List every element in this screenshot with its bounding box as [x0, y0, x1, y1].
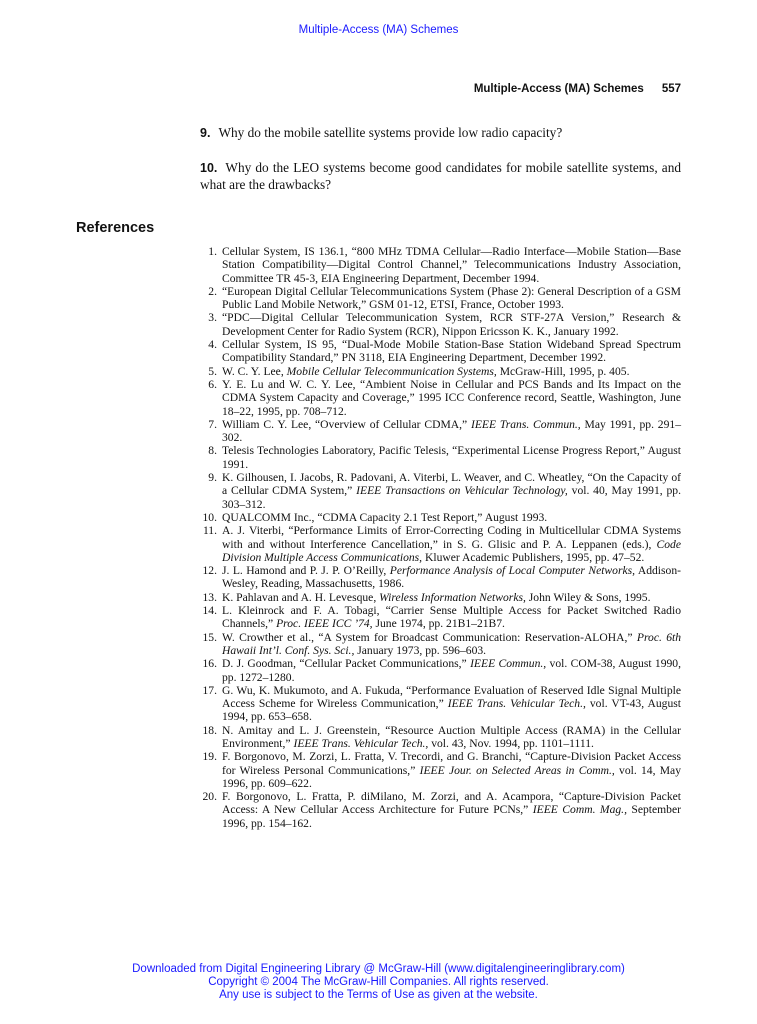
reference-number: 4. — [208, 338, 217, 352]
reference-list — [196, 245, 681, 830]
reference-text: Kluwer Academic Publishers, 1995, pp. 47–52. — [422, 550, 645, 564]
reference-number: 2. — [208, 284, 217, 298]
reference-number: 17. — [202, 683, 217, 697]
reference-item — [196, 365, 681, 378]
reference-text: June 1974, pp. 21B1–21B7. — [372, 617, 505, 631]
reference-title-italic: Proc. IEEE ICC ’74, — [276, 617, 373, 631]
reference-item — [196, 684, 681, 724]
reference-text: Cellular System, IS 136.1, “800 MHz TDMA Cellular—Radio Interface—Mobile Station—Base Station Compatibility—Digital Control Channel,” Telecommunications Industry Association, Committee TR 45-3, EIA Engineering Department, December 1994. — [222, 245, 681, 285]
reference-title-italic: IEEE Trans. Vehicular Tech., — [293, 736, 429, 750]
reference-text: Cellular System, IS 95, “Dual-Mode Mobile Station-Base Station Wideband Spread Spectrum Compatibility Standard,” PN 3118, EIA Engineering Department, December 1992. — [222, 338, 681, 365]
reference-title-italic: Code Division Multiple Access Communications, — [222, 537, 681, 564]
reference-text: K. Pahlavan and A. H. Levesque, — [222, 590, 380, 604]
reference-text: L. Kleinrock and F. A. Tobagi, “Carrier Sense Multiple Access for Packet Switched Radio Channels,” — [222, 604, 681, 631]
footer-terms[interactable]: Any use is subject to the Terms of Use as given at the website. — [219, 989, 538, 1001]
reference-text: “European Digital Cellular Telecommunications System (Phase 2): General Description of a GSM Public Land Mobile Network,” GSM 01-12, ETSI, France, October 1993. — [222, 284, 681, 312]
reference-title-italic: IEEE Trans. Commun., — [470, 417, 581, 431]
reference-number: 19. — [202, 750, 217, 764]
reference-item — [196, 338, 681, 365]
reference-item — [196, 657, 681, 684]
reference-item — [196, 418, 681, 445]
reference-number: 20. — [202, 790, 217, 804]
chapter-link[interactable]: Multiple-Access (MA) Schemes — [298, 24, 459, 36]
reference-item — [196, 631, 681, 658]
reference-title-italic: Performance Analysis of Local Computer Networks, — [389, 564, 636, 578]
reference-item — [196, 471, 681, 511]
reference-number: 6. — [208, 377, 217, 391]
reference-text: vol. 14, May 1996, pp. 609–622. — [222, 763, 682, 790]
reference-number: 14. — [202, 604, 217, 618]
reference-text: January 1973, pp. 596–603. — [354, 643, 487, 657]
reference-item — [196, 311, 681, 338]
reference-number: 18. — [202, 723, 217, 737]
reference-text: September 1996, pp. 154–162. — [222, 803, 681, 830]
reference-item — [196, 591, 681, 604]
reference-number: 10. — [202, 510, 217, 524]
reference-title-italic: Proc. 6th Hawaii Int’l. Conf. Sys. Sci., — [222, 630, 682, 657]
reference-text: vol. VT-43, August 1994, pp. 653–658. — [222, 697, 681, 724]
reference-title-italic: IEEE Transactions on Vehicular Technology, — [356, 484, 568, 498]
reference-item — [196, 378, 681, 418]
reference-number: 9. — [208, 471, 217, 485]
reference-text: “PDC—Digital Cellular Telecommunication System, RCR STF-27A Version,” Research & Development Center for Radio System (RCR), Nippon Ericsson K. K., January 1992. — [222, 311, 681, 338]
reference-item — [196, 724, 681, 751]
reference-text: Telesis Technologies Laboratory, Pacific Telesis, “Experimental License Progress Report,” August 1991. — [222, 444, 681, 471]
reference-title-italic: Mobile Cellular Telecommunication Systems, — [286, 364, 497, 378]
footer-copyright: Copyright © 2004 The McGraw-Hill Companies. All rights reserved. — [208, 976, 549, 988]
reference-title-italic: Wireless Information Networks, — [379, 590, 526, 604]
reference-title-italic: IEEE Jour. on Selected Areas in Comm., — [419, 763, 615, 777]
reference-text: N. Amitay and L. J. Greenstein, “Resource Auction Multiple Access (RAMA) in the Cellular Environment,” — [222, 723, 681, 750]
reference-item — [196, 564, 681, 591]
question-text: Why do the LEO systems become good candidates for mobile satellite systems, and what are the drawbacks? — [200, 160, 681, 192]
question-item — [200, 125, 681, 142]
reference-text: K. Gilhousen, I. Jacobs, R. Padovani, A. Viterbi, L. Weaver, and C. Wheatley, “On the Capacity of a Cellular CDMA System,” — [222, 471, 681, 498]
reference-text: vol. 43, Nov. 1994, pp. 1101–1111. — [428, 736, 594, 750]
reference-item — [196, 285, 681, 312]
reference-text: vol. COM-38, August 1990, pp. 1272–1280. — [222, 657, 681, 684]
reference-number: 5. — [208, 364, 217, 378]
reference-text: J. L. Hamond and P. J. P. O’Reilly, — [222, 564, 390, 578]
reference-title-italic: IEEE Comm. Mag., — [532, 803, 627, 817]
reference-number: 7. — [208, 417, 217, 431]
question-number: 9. — [200, 126, 211, 140]
page-number: 557 — [661, 83, 681, 95]
reference-text: Addison-Wesley, Reading, Massachusetts, 1986. — [222, 564, 681, 591]
footer-download-link[interactable]: Downloaded from Digital Engineering Library @ McGraw-Hill (www.digitalengineeringlibrary.com) — [132, 963, 625, 975]
reference-text: John Wiley & Sons, 1995. — [525, 590, 651, 604]
reference-item — [196, 511, 681, 524]
reference-text: QUALCOMM Inc., “CDMA Capacity 2.1 Test Report,” August 1993. — [222, 510, 548, 524]
footer — [0, 963, 757, 1002]
reference-number: 8. — [208, 444, 217, 458]
reference-number: 16. — [202, 657, 217, 671]
reference-item — [196, 444, 681, 471]
reference-item — [196, 604, 681, 631]
reference-title-italic: IEEE Commun., — [470, 657, 547, 671]
reference-text: G. Wu, K. Mukumoto, and A. Fukuda, “Performance Evaluation of Reserved Idle Signal Multiple Access Scheme for Wireless Communication,” — [222, 683, 681, 711]
reference-text: F. Borgonovo, M. Zorzi, L. Fratta, V. Trecordi, and G. Branchi, “Capture-Division Packet Access for Wireless Personal Communications,” — [222, 750, 681, 777]
reference-number: 13. — [202, 590, 217, 604]
reference-text: May 1991, pp. 291–302. — [222, 417, 681, 445]
reference-item — [196, 524, 681, 564]
reference-text: Y. E. Lu and W. C. Y. Lee, “Ambient Noise in Cellular and PCS Bands and Its Impact on the CDMA System Capacity and Coverage,” 1995 ICC Conference record, Seattle, Washington, June 18–22, 1995, pp. 708–712. — [222, 377, 681, 418]
running-head — [200, 83, 681, 95]
reference-title-italic: IEEE Trans. Vehicular Tech., — [447, 697, 586, 711]
reference-text: A. J. Viterbi, “Performance Limits of Error-Correcting Coding in Multicellular CDMA Systems with and without Interference Cancellation,” in S. G. Glisic and P. A. Leppanen (eds.), — [222, 524, 681, 551]
question-item — [200, 160, 681, 193]
references-heading: References — [76, 220, 155, 236]
reference-text: vol. 40, May 1991, pp. 303–312. — [222, 484, 681, 511]
reference-text: W. C. Y. Lee, — [222, 364, 287, 378]
reference-number: 15. — [202, 630, 217, 644]
reference-item — [196, 750, 681, 790]
reference-text: William C. Y. Lee, “Overview of Cellular CDMA,” — [222, 417, 471, 431]
reference-number: 3. — [208, 311, 217, 325]
reference-text: W. Crowther et al., “A System for Broadcast Communication: Reservation-ALOHA,” — [222, 630, 637, 644]
reference-number: 12. — [202, 564, 217, 578]
running-head-title: Multiple-Access (MA) Schemes — [473, 83, 644, 95]
reference-text: D. J. Goodman, “Cellular Packet Communications,” — [222, 657, 471, 671]
reference-number: 1. — [208, 245, 217, 258]
reference-item — [196, 790, 681, 830]
reference-number: 11. — [202, 524, 217, 538]
reference-text: McGraw-Hill, 1995, p. 405. — [496, 364, 630, 378]
reference-item — [196, 245, 681, 285]
question-text: Why do the mobile satellite systems provide low radio capacity? — [218, 125, 563, 140]
question-number: 10. — [200, 161, 218, 175]
reference-text: F. Borgonovo, L. Fratta, P. diMilano, M. Zorzi, and A. Acampora, “Capture-Division Packet Access: A New Cellular Access Architecture for Future PCNs,” — [222, 790, 681, 817]
